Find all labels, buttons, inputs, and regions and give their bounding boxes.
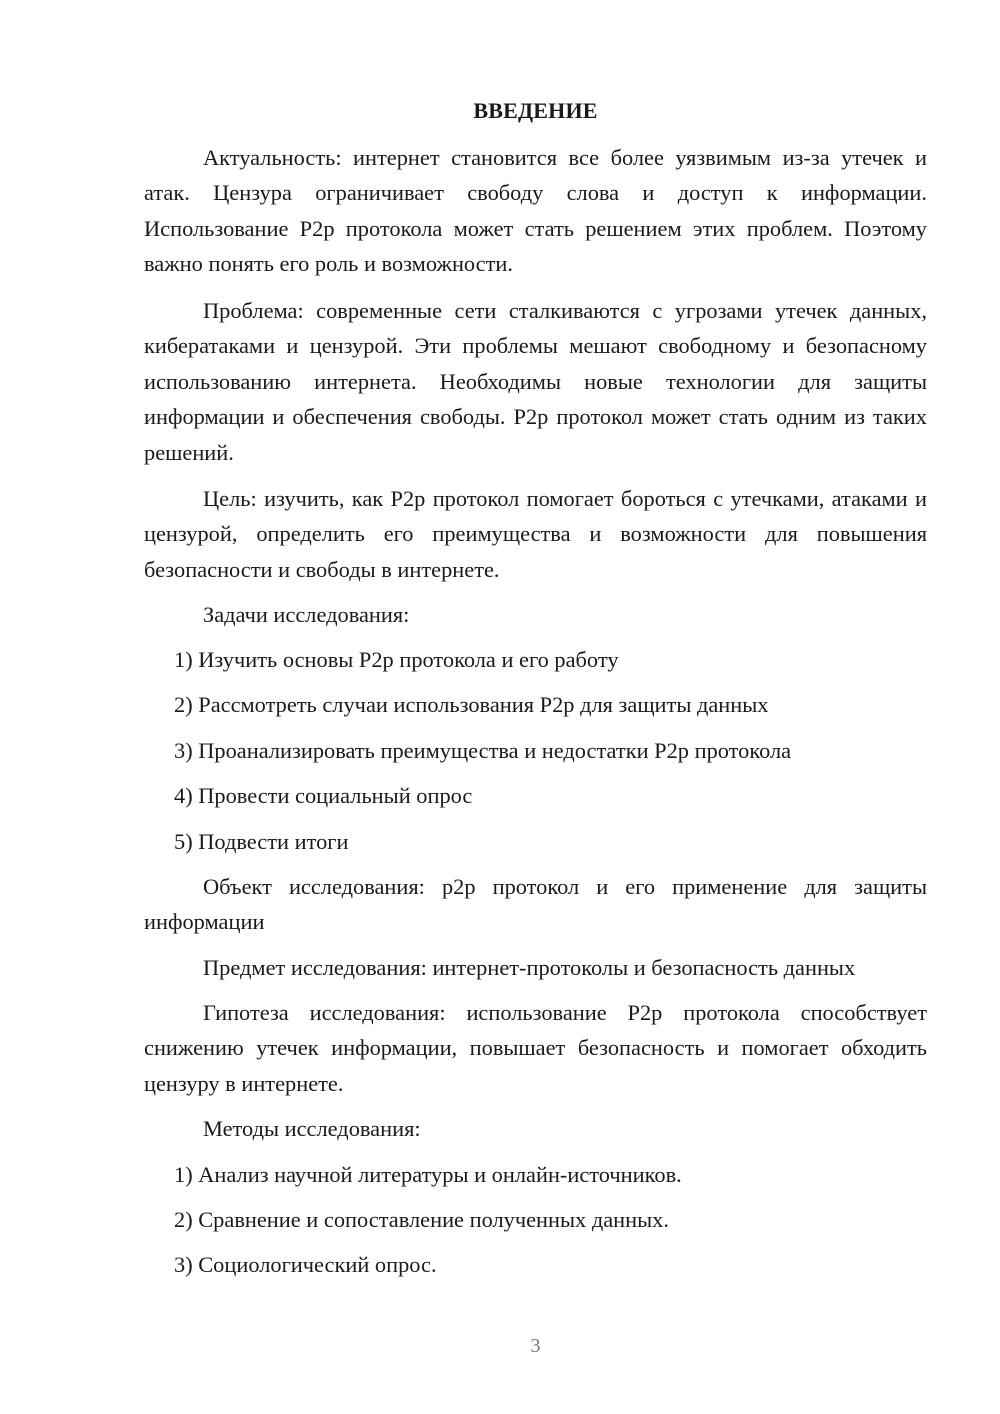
document-page: [144, 0, 927, 1414]
task-item: 5) Подвести итоги: [174, 829, 349, 854]
methods-heading: Методы исследования:: [203, 1116, 421, 1141]
page-number: 3: [530, 1335, 541, 1357]
paragraph-subject: Предмет исследования: интернет-протоколы и безопасность данных: [203, 955, 856, 980]
tasks-heading: Задачи исследования:: [203, 602, 410, 627]
task-item: 4) Провести социальный опрос: [174, 783, 473, 808]
method-item: 2) Сравнение и сопоставление полученных данных.: [174, 1207, 669, 1232]
paragraph-relevance: Актуальность: интернет становится все более уязвимым из-за утечек и атак. Цензура ограничивает свободу слова и доступ к информации. Использование P2p протокола может стать решением этих проблем. Поэтому важно понять его роль и возможности.: [144, 145, 927, 277]
method-item: 1) Анализ научной литературы и онлайн-источников.: [174, 1162, 682, 1187]
method-item: 3) Социологический опрос.: [174, 1252, 437, 1277]
page-title: ВВЕДЕНИЕ: [473, 98, 598, 123]
paragraph-object: Объект исследования: p2p протокол и его применение для защиты информации: [144, 874, 927, 935]
paragraph-problem: Проблема: современные сети сталкиваются с угрозами утечек данных, кибератаками и цензурой. Эти проблемы мешают свободному и безопасному использованию интернета. Необходимы новые технологии для защиты информации и обеспечения свободы. P2p протокол может стать одним из таких решений.: [144, 298, 927, 465]
paragraph-hypothesis: Гипотеза исследования: использование P2p протокола способствует снижению утечек информации, повышает безопасность и помогает обходить цензуру в интернете.: [144, 1000, 927, 1096]
task-item: 2) Рассмотреть случаи использования P2p для защиты данных: [174, 692, 769, 717]
task-item: 3) Проанализировать преимущества и недостатки P2p протокола: [174, 738, 792, 763]
task-item: 1) Изучить основы P2p протокола и его работу: [174, 647, 619, 672]
paragraph-goal: Цель: изучить, как P2p протокол помогает бороться с утечками, атаками и цензурой, определить его преимущества и возможности для повышения безопасности и свободы в интернете.: [144, 486, 927, 582]
